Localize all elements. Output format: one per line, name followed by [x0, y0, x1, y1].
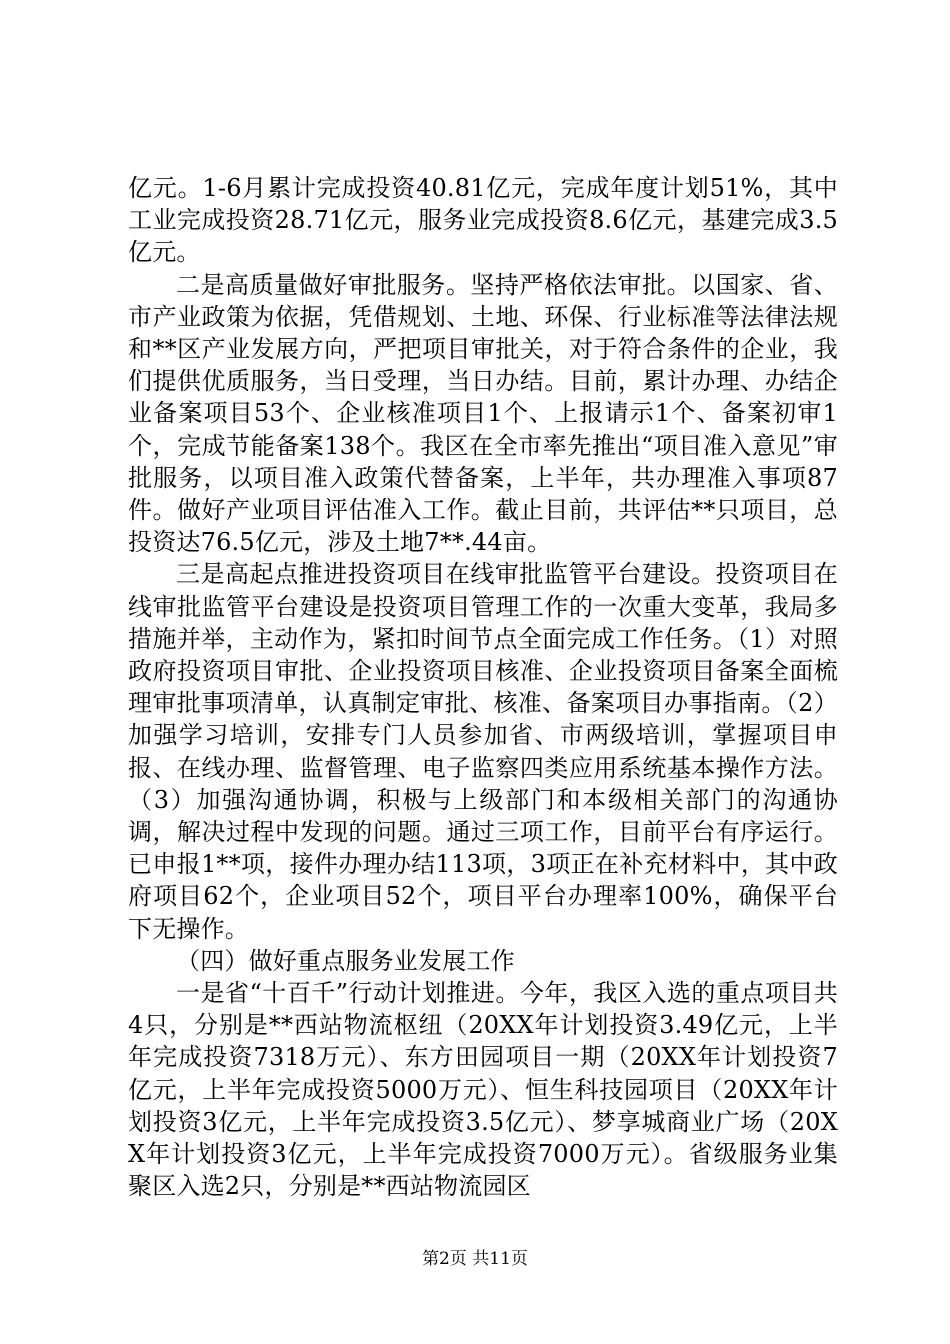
- paragraph-1: 亿元。1-6月累计完成投资40.81亿元，完成年度计划51%，其中工业完成投资28.71亿元，服务业完成投资8.6亿元，基建完成3.5亿元。: [128, 174, 838, 267]
- document-body: [128, 172, 838, 1203]
- paragraph-2: 二是高质量做好审批服务。坚持严格依法审批。以国家、省、市产业政策为依据，凭借规划、土地、环保、行业标准等法律法规和**区产业发展方向，严把项目审批关，对于符合条件的企业，我们提供优质服务，当日受理，当日办结。目前，累计办理、办结企业备案项目53个、企业核准项目1个、上报请示1个、备案初审1个，完成节能备案138个。我区在全市率先推出“项目准入意见”审批服务，以项目准入政策代替备案，上半年，共办理准入事项87件。做好产业项目评估准入工作。截止目前，共评估**只项目，总投资达76.5亿元，涉及土地7**.44亩。: [128, 270, 838, 557]
- paragraph-5: 一是省“十百千”行动计划推进。今年，我区入选的重点项目共4只，分别是**西站物流枢纽（20XX年计划投资3.49亿元，上半年完成投资7318万元）、东方田园项目一期（20XX年计划投资7亿元，上半年完成投资5000万元）、恒生科技园项目（20XX年计划投资3亿元，上半年完成投资3.5亿元）、梦享城商业广场（20XX年计划投资3亿元，上半年完成投资7000万元）。省级服务业集聚区入选2只，分别是**西站物流园区: [128, 979, 838, 1201]
- section-heading: （四）做好重点服务业发展工作: [176, 946, 515, 975]
- page-footer: 第2页 共11页: [422, 1249, 528, 1269]
- paragraph-3: 三是高起点推进投资项目在线审批监管平台建设。投资项目在线审批监管平台建设是投资项目管理工作的一次重大变革，我局多措施并举，主动作为，紧扣时间节点全面完成工作任务。（1）对照政府投资项目审批、企业投资项目核准、企业投资项目备案全面梳理审批事项清单，认真制定审批、核准、备案项目办事指南。（2）加强学习培训，安排专门人员参加省、市两级培训，掌握项目申报、在线办理、监督管理、电子监察四类应用系统基本操作方法。（3）加强沟通协调，积极与上级部门和本级相关部门的沟通协调，解决过程中发现的问题。通过三项工作，目前平台有序运行。已申报1**项，接件办理办结113项，3项正在补充材料中，其中政府项目62个，企业项目52个，项目平台办理率100%，确保平台下无操作。: [128, 560, 838, 943]
